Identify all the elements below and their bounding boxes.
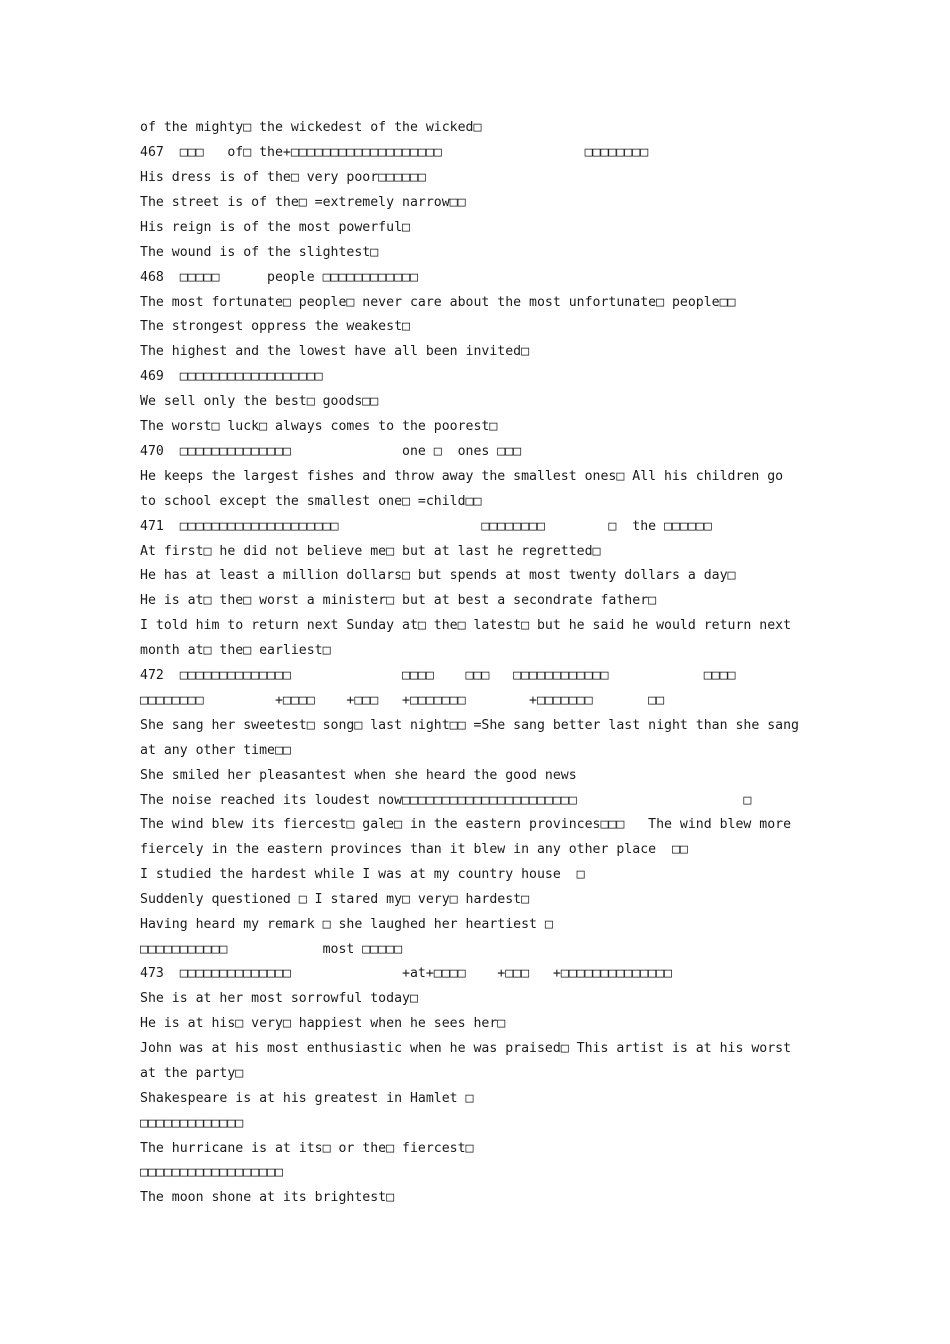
text-line: She sang her sweetest□ song□ last night□□ =She sang better last night than she sang <box>140 718 799 733</box>
text-line: 470 □□□□□□□□□□□□□□ one □ ones □□□ <box>140 444 522 459</box>
text-line: We sell only the best□ goods□□ <box>140 394 379 409</box>
text-line: □□□□□□□□□□□□□□□□□□ <box>140 1165 283 1180</box>
text-line: The moon shone at its brightest□ <box>140 1190 395 1205</box>
text-line: □□□□□□□□ +□□□□ +□□□ +□□□□□□□ +□□□□□□□ □□ <box>140 693 665 708</box>
text-line: Suddenly questioned □ I stared my□ very□ hardest□ <box>140 892 530 907</box>
text-line: The wound is of the slightest□ <box>140 245 379 260</box>
text-line: □□□□□□□□□□□□□ <box>140 1116 244 1131</box>
text-line: Shakespeare is at his greatest in Hamlet □ <box>140 1091 474 1106</box>
text-line: 468 □□□□□ people □□□□□□□□□□□□ <box>140 270 418 285</box>
text-line: The highest and the lowest have all been invited□ <box>140 344 530 359</box>
text-line: of the mighty□ the wickedest of the wicked□ <box>140 120 482 135</box>
text-line: The hurricane is at its□ or the□ fiercest□ <box>140 1141 474 1156</box>
text-line: month at□ the□ earliest□ <box>140 643 331 658</box>
text-line: 472 □□□□□□□□□□□□□□ □□□□ □□□ □□□□□□□□□□□□ □□□□ <box>140 668 736 683</box>
text-line: He keeps the largest fishes and throw away the smallest ones□ All his children go <box>140 469 784 484</box>
text-line: fiercely in the eastern provinces than it blew in any other place □□ <box>140 842 688 857</box>
text-line: The street is of the□ =extremely narrow□□ <box>140 195 466 210</box>
text-line: to school except the smallest one□ =child□□ <box>140 494 482 509</box>
text-line: at any other time□□ <box>140 743 291 758</box>
text-line: I studied the hardest while I was at my country house □ <box>140 867 585 882</box>
text-line: The strongest oppress the weakest□ <box>140 319 410 334</box>
text-line: 469 □□□□□□□□□□□□□□□□□□ <box>140 369 323 384</box>
text-line: at the party□ <box>140 1066 244 1081</box>
text-line: I told him to return next Sunday at□ the□ latest□ but he said he would return next <box>140 618 792 633</box>
text-line: She smiled her pleasantest when she heard the good news <box>140 768 577 783</box>
text-line: The most fortunate□ people□ never care about the most unfortunate□ people□□ <box>140 295 736 310</box>
text-line: His dress is of the□ very poor□□□□□□ <box>140 170 426 185</box>
text-line: 473 □□□□□□□□□□□□□□ +at+□□□□ +□□□ +□□□□□□□□□□□□□□ <box>140 966 672 981</box>
text-line: His reign is of the most powerful□ <box>140 220 410 235</box>
text-line: He is at□ the□ worst a minister□ but at best a secondrate father□ <box>140 593 657 608</box>
text-line: She is at her most sorrowful today□ <box>140 991 418 1006</box>
text-line: □□□□□□□□□□□ most □□□□□ <box>140 942 403 957</box>
text-line: At first□ he did not believe me□ but at last he regretted□ <box>140 544 601 559</box>
text-line: He has at least a million dollars□ but spends at most twenty dollars a day□ <box>140 568 736 583</box>
text-line: He is at his□ very□ happiest when he sees her□ <box>140 1016 506 1031</box>
text-line: John was at his most enthusiastic when he was praised□ This artist is at his worst <box>140 1041 792 1056</box>
text-line: 471 □□□□□□□□□□□□□□□□□□□□ □□□□□□□□ □ the □□□□□□ <box>140 519 712 534</box>
text-line: 467 □□□ of□ the+□□□□□□□□□□□□□□□□□□□ □□□□□□□□ <box>140 145 649 160</box>
text-line: The wind blew its fiercest□ gale□ in the eastern provinces□□□ The wind blew more <box>140 817 792 832</box>
text-line: The worst□ luck□ always comes to the poorest□ <box>140 419 498 434</box>
text-line: Having heard my remark □ she laughed her heartiest □ <box>140 917 553 932</box>
text-line: The noise reached its loudest now□□□□□□□□□□□□□□□□□□□□□□ □ <box>140 793 752 808</box>
